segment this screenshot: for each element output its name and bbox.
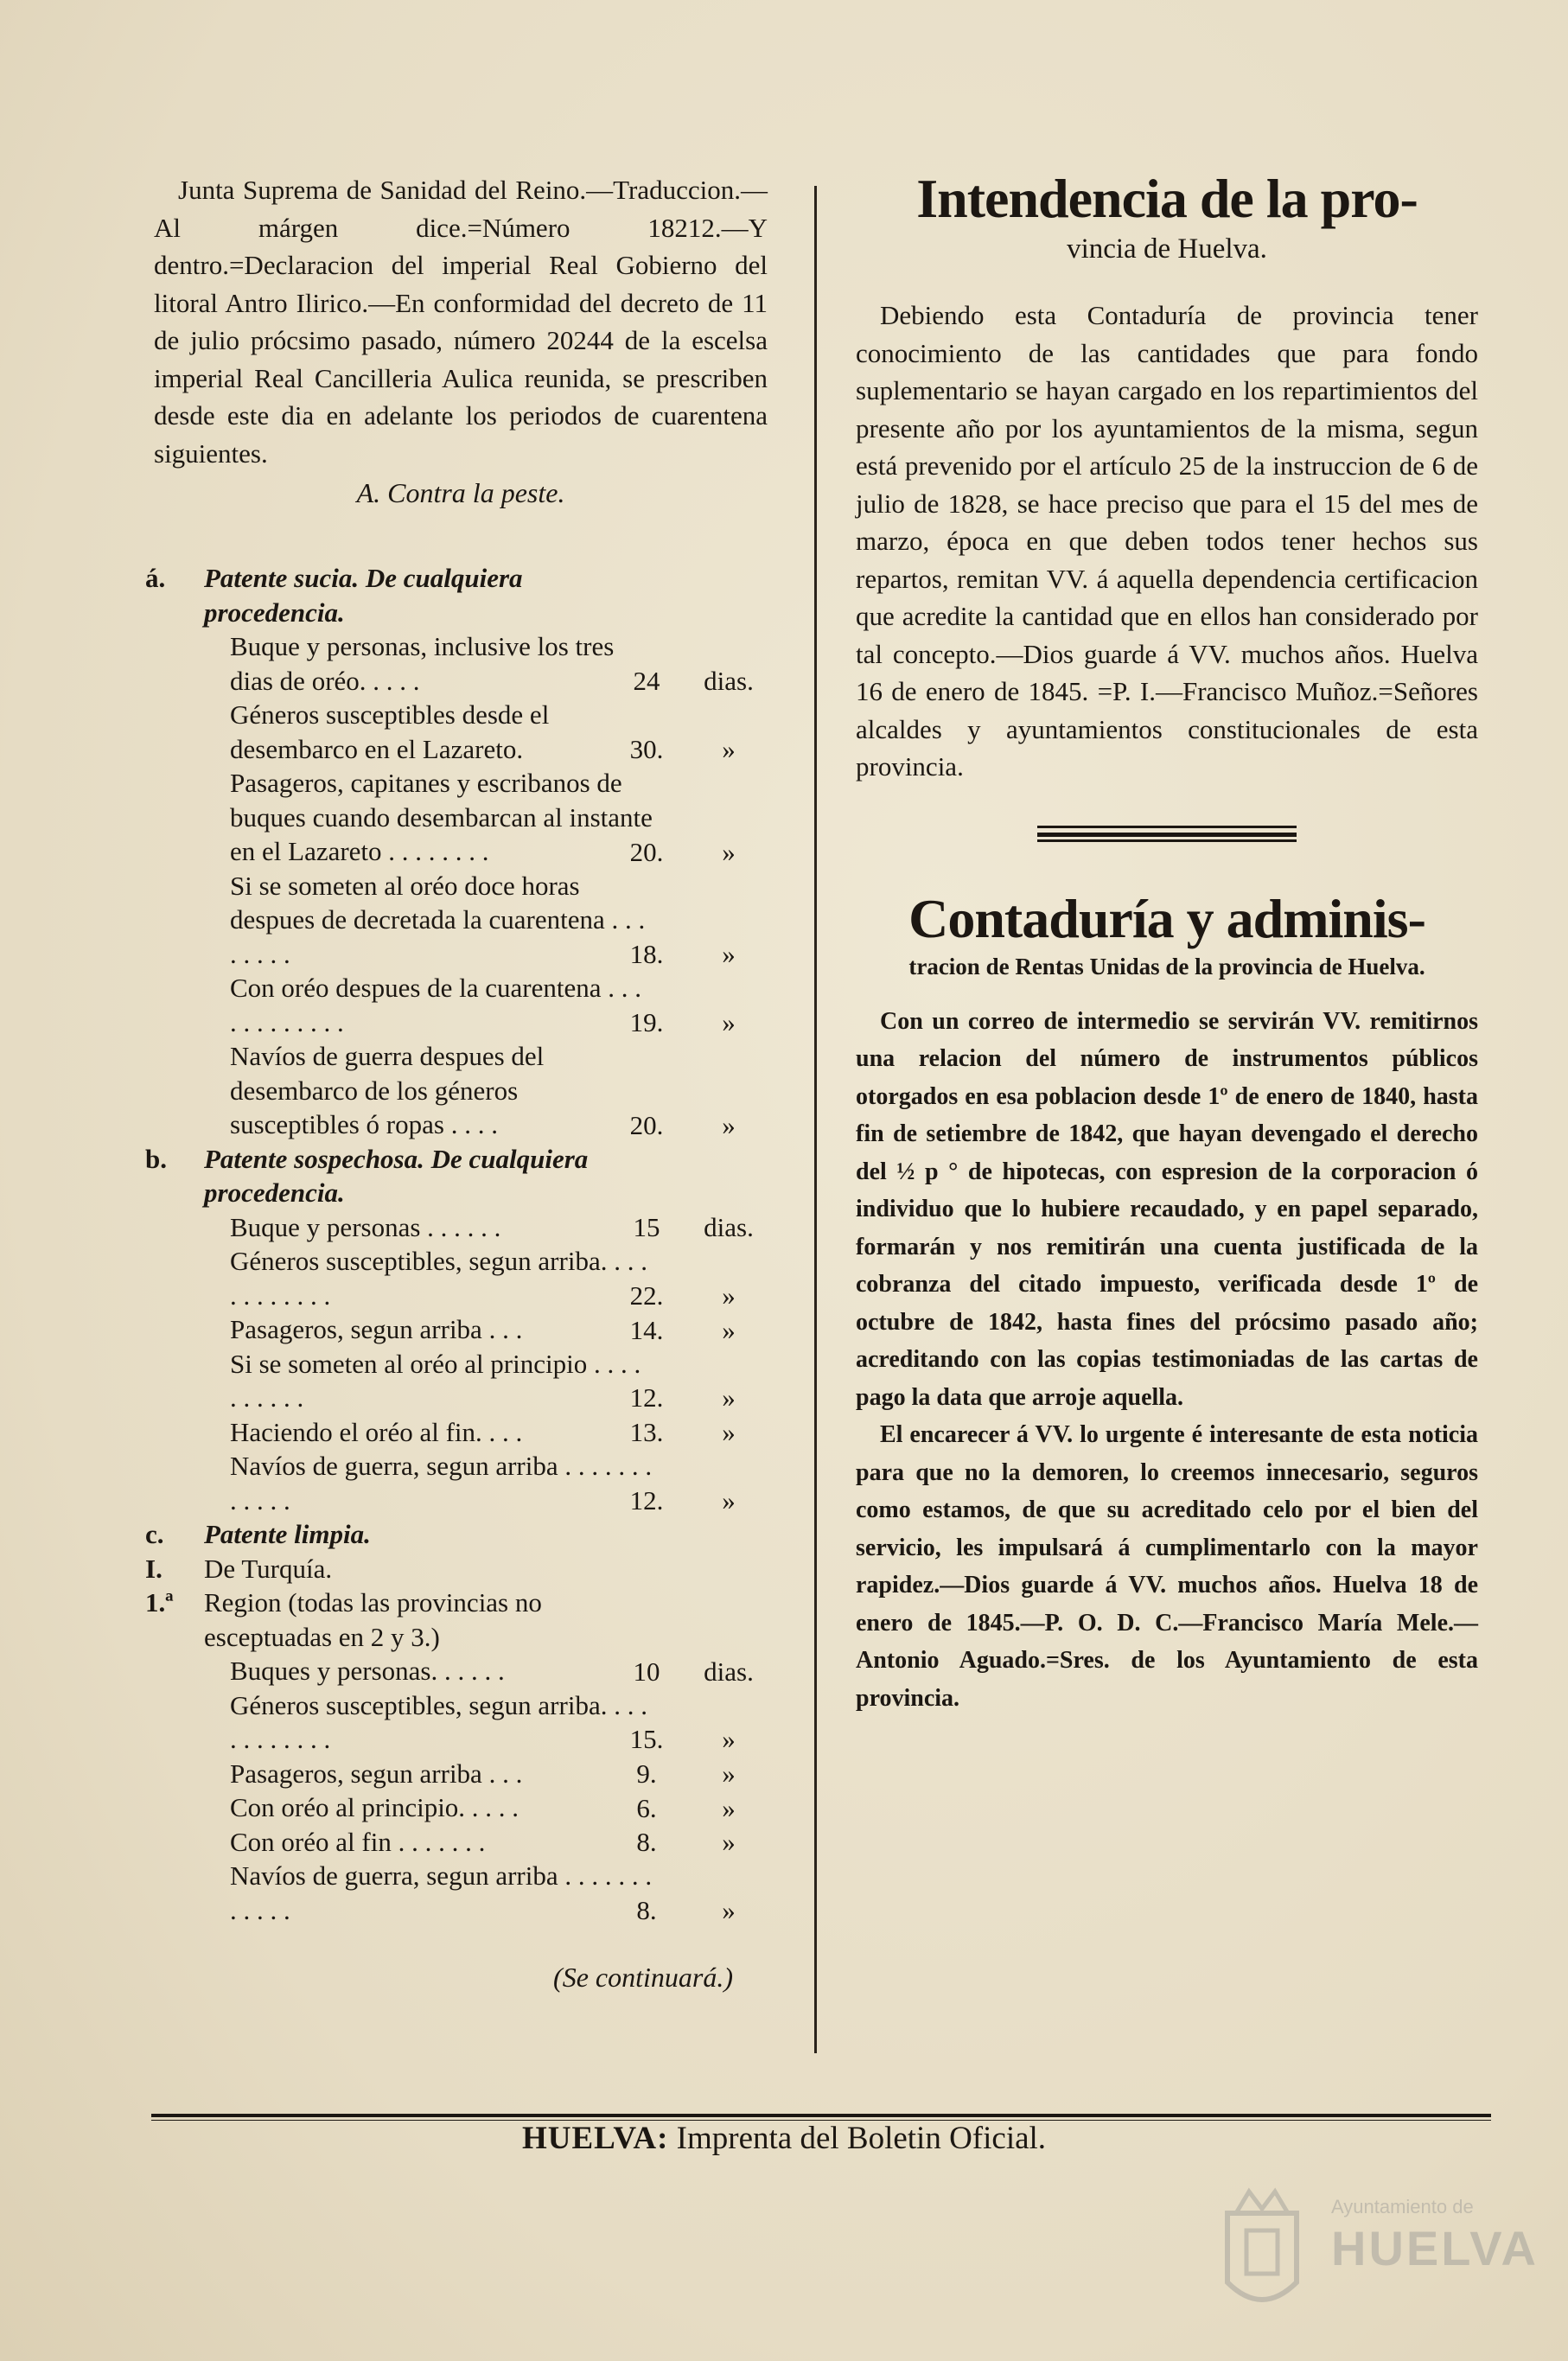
row-unit: » bbox=[722, 1827, 736, 1857]
row-marker: c. bbox=[145, 1519, 164, 1549]
row-days: 13. bbox=[629, 1417, 664, 1447]
row-days: 10 bbox=[633, 1656, 660, 1687]
quarantine-row bbox=[154, 1210, 768, 1245]
row-text: Si se someten al oréo al principio . . . . . . . . . . bbox=[230, 1348, 641, 1413]
row-text: Navíos de guerra, segun arriba . . . . . . . . . . . . bbox=[230, 1451, 653, 1516]
row-unit: » bbox=[722, 1894, 736, 1925]
row-text: Patente sospechosa. De cualquiera procedencia. bbox=[204, 1143, 589, 1208]
row-days: 6. bbox=[636, 1792, 657, 1823]
row-days: 12. bbox=[629, 1484, 664, 1516]
row-days: 8. bbox=[636, 1827, 657, 1857]
row-days: 20. bbox=[629, 1109, 664, 1140]
section-heading: A. Contra la peste. bbox=[356, 477, 565, 508]
row-unit: » bbox=[722, 1792, 736, 1823]
watermark-line-2: HUELVA bbox=[1331, 2221, 1539, 2275]
row-text: Si se someten al oréo doce horas despues de decretada la cuarentena . . . . . . . . bbox=[230, 870, 646, 969]
row-unit: » bbox=[722, 1417, 736, 1447]
quarantine-row bbox=[154, 1415, 768, 1450]
quarantine-row bbox=[154, 1859, 768, 1927]
left-column bbox=[145, 171, 768, 1994]
row-marker: I. bbox=[145, 1553, 163, 1584]
row-unit: » bbox=[722, 1724, 736, 1754]
right-column bbox=[856, 164, 1478, 1717]
intro-paragraph: Junta Suprema de Sanidad del Reino.—Traduccion.—Al márgen dice.=Número 18212.—Y dentro.=Declaracion del imperial Real Gobierno del litoral Antro Ilirico.—En conformidad del decreto de 11 de julio prócsimo pasado, número 20244 de la escelsa imperial Real Cancilleria Aulica reunida, se prescriben desde este dia en adelante los periodos de cuarentena siguientes. bbox=[154, 175, 768, 469]
intendencia-heading: Intendencia de la pro- bbox=[916, 168, 1418, 229]
quarantine-row bbox=[154, 1825, 768, 1860]
row-unit: » bbox=[722, 836, 736, 867]
row-text: Pasageros, segun arriba . . . bbox=[230, 1314, 523, 1344]
quarantine-row bbox=[154, 1312, 768, 1347]
quarantine-row bbox=[154, 869, 768, 972]
contaduria-paragraph-1: Con un correo de intermedio se servirán VV. remitirnos una relacion del número de instrumentos públicos otorgados en esa poblacion desde 1º de enero de 1840, hasta fin de setiembre de 1842, que hayan devengado el derecho del ½ p ° de hipotecas, con espresion de la corporacion ó individuo que lo hubiere recaudado, y en papel separado, formarán y nos remitirán una cuenta justificada de la cobranza del citado impuesto, verificada desde 1º de octubre de 1842, hasta fines del prócsimo pasado año; acreditando con las copias testimoniadas de las cartas de pago la data que arroje aquella. bbox=[856, 1007, 1478, 1411]
quarantine-row bbox=[154, 1039, 768, 1142]
row-days: 8. bbox=[636, 1894, 657, 1925]
row-unit: » bbox=[722, 1758, 736, 1789]
intendencia-paragraph: Debiendo esta Contaduría de provincia tener conocimiento de las cantidades que para fondo suplementario se hayan cargado en los repartimientos del presente año por los ayuntamientos de la misma, segun está prevenido por el artículo 25 de la instruccion de 6 de julio de 1828, se hace preciso que para el 15 del mes de marzo, época en que deben todos tener hechos sus repartos, remitan VV. á aquella dependencia certificacion que acredite la cantidad que en ellos han considerado por tal concepto.—Dios guarde á VV. muchos años. Huelva 16 de enero de 1845. =P. I.—Francisco Muñoz.=Señores alcaldes y ayuntamientos constitucionales de esta provincia. bbox=[856, 300, 1478, 782]
row-unit: » bbox=[722, 1006, 736, 1037]
quarantine-row bbox=[154, 1757, 768, 1791]
row-days: 12. bbox=[629, 1382, 664, 1413]
row-text: Pasageros, capitanes y escribanos de buques cuando desembarcan al instante en el Lazareto . . . . . . . . bbox=[230, 768, 653, 866]
row-unit: » bbox=[722, 1382, 736, 1413]
quarantine-row bbox=[154, 1654, 768, 1688]
quarantine-row bbox=[145, 1552, 768, 1586]
row-marker: á. bbox=[145, 563, 166, 593]
row-days: 14. bbox=[629, 1314, 664, 1345]
row-days: 19. bbox=[629, 1006, 664, 1037]
quarantine-row bbox=[154, 1347, 768, 1415]
row-unit: » bbox=[722, 1314, 736, 1345]
intendencia-subheading: vincia de Huelva. bbox=[1067, 233, 1267, 265]
row-unit: » bbox=[722, 1484, 736, 1516]
row-unit: » bbox=[722, 1279, 736, 1311]
row-text: De Turquía. bbox=[204, 1553, 333, 1584]
quarantine-row bbox=[154, 1688, 768, 1757]
row-days: 9. bbox=[636, 1758, 657, 1789]
quarantine-row bbox=[154, 766, 768, 869]
quarantine-table bbox=[145, 561, 768, 1927]
continued-note: (Se continuará.) bbox=[553, 1962, 733, 1993]
archive-watermark bbox=[1210, 2179, 1539, 2334]
row-days: 18. bbox=[629, 939, 664, 969]
row-days: 15. bbox=[629, 1724, 664, 1754]
quarantine-row bbox=[145, 561, 768, 629]
quarantine-row bbox=[145, 1586, 768, 1654]
quarantine-row bbox=[145, 1517, 768, 1552]
row-text: Buque y personas, inclusive los tres dias de oréo. . . . . bbox=[230, 631, 615, 696]
row-days: 15 bbox=[633, 1212, 660, 1242]
contaduria-subheading: tracion de Rentas Unidas de la provincia de Huelva. bbox=[908, 953, 1425, 979]
imprint-text: Imprenta del Boletin Oficial. bbox=[668, 2121, 1047, 2156]
row-text: Haciendo el oréo al fin. . . . bbox=[230, 1416, 523, 1447]
crest-icon bbox=[1210, 2179, 1314, 2326]
row-text: Géneros susceptibles, segun arriba. . . . . . . . . . . . bbox=[230, 1689, 647, 1754]
row-text: Pasageros, segun arriba . . . bbox=[230, 1758, 523, 1789]
row-unit: » bbox=[722, 939, 736, 969]
row-text: Con oréo al principio. . . . . bbox=[230, 1792, 519, 1822]
row-text: Navíos de guerra, segun arriba . . . . . . . . . . . . bbox=[230, 1860, 653, 1925]
column-divider bbox=[814, 186, 817, 2053]
quarantine-row bbox=[154, 698, 768, 766]
quarantine-row bbox=[154, 1244, 768, 1312]
ornamental-rule bbox=[1037, 826, 1297, 841]
quarantine-row bbox=[154, 629, 768, 698]
row-days: 22. bbox=[629, 1279, 664, 1311]
row-text: Con oréo despues de la cuarentena . . . . . . . . . . . . bbox=[230, 973, 642, 1037]
row-text: Géneros susceptibles desde el desembarco en el Lazareto. bbox=[230, 699, 550, 764]
quarantine-row bbox=[145, 1142, 768, 1210]
row-text: Buques y personas. . . . . . bbox=[230, 1656, 505, 1686]
row-marker: 1.ª bbox=[145, 1587, 174, 1618]
row-text: Con oréo al fin . . . . . . . bbox=[230, 1826, 486, 1857]
footer-rule bbox=[151, 2114, 1491, 2117]
row-days: 30. bbox=[629, 733, 664, 764]
row-unit: dias. bbox=[704, 1212, 754, 1242]
imprint-place: HUELVA: bbox=[521, 2121, 669, 2156]
quarantine-row bbox=[154, 971, 768, 1039]
row-marker: b. bbox=[145, 1143, 167, 1174]
row-unit: » bbox=[722, 1109, 736, 1140]
quarantine-row bbox=[154, 1449, 768, 1517]
contaduria-paragraph-2: El encarecer á VV. lo urgente é interesante de esta noticia para que no la demoren, lo creemos innecesario, seguros como estamos, de que su acreditado celo por el bien del servicio, les impulsará á cumplimentarlo con la mayor rapidez.—Dios guarde á VV. muchos años. Huelva 18 de enero de 1845.—P. O. D. C.—Francisco María Mele.—Antonio Aguado.=Sres. de los Ayuntamiento de esta provincia. bbox=[856, 1421, 1478, 1712]
watermark-line-1: Ayuntamiento de bbox=[1331, 2196, 1474, 2217]
row-text: Buque y personas . . . . . . bbox=[230, 1211, 501, 1242]
row-unit: dias. bbox=[704, 665, 754, 696]
contaduria-heading: Contaduría y adminis- bbox=[908, 887, 1425, 949]
row-days: 20. bbox=[629, 836, 664, 867]
row-days: 24 bbox=[633, 665, 660, 696]
row-text: Patente sucia. De cualquiera procedencia. bbox=[204, 563, 523, 628]
row-text: Patente limpia. bbox=[204, 1519, 371, 1549]
imprint-line bbox=[0, 2120, 1568, 2157]
row-unit: » bbox=[722, 733, 736, 764]
row-text: Navíos de guerra despues del desembarco de los géneros susceptibles ó ropas . . . . bbox=[230, 1041, 545, 1139]
row-text: Region (todas las provincias no esceptuadas en 2 y 3.) bbox=[204, 1587, 542, 1652]
row-unit: dias. bbox=[704, 1656, 754, 1687]
row-text: Géneros susceptibles, segun arriba. . . . . . . . . . . . bbox=[230, 1246, 647, 1311]
quarantine-row bbox=[154, 1790, 768, 1825]
